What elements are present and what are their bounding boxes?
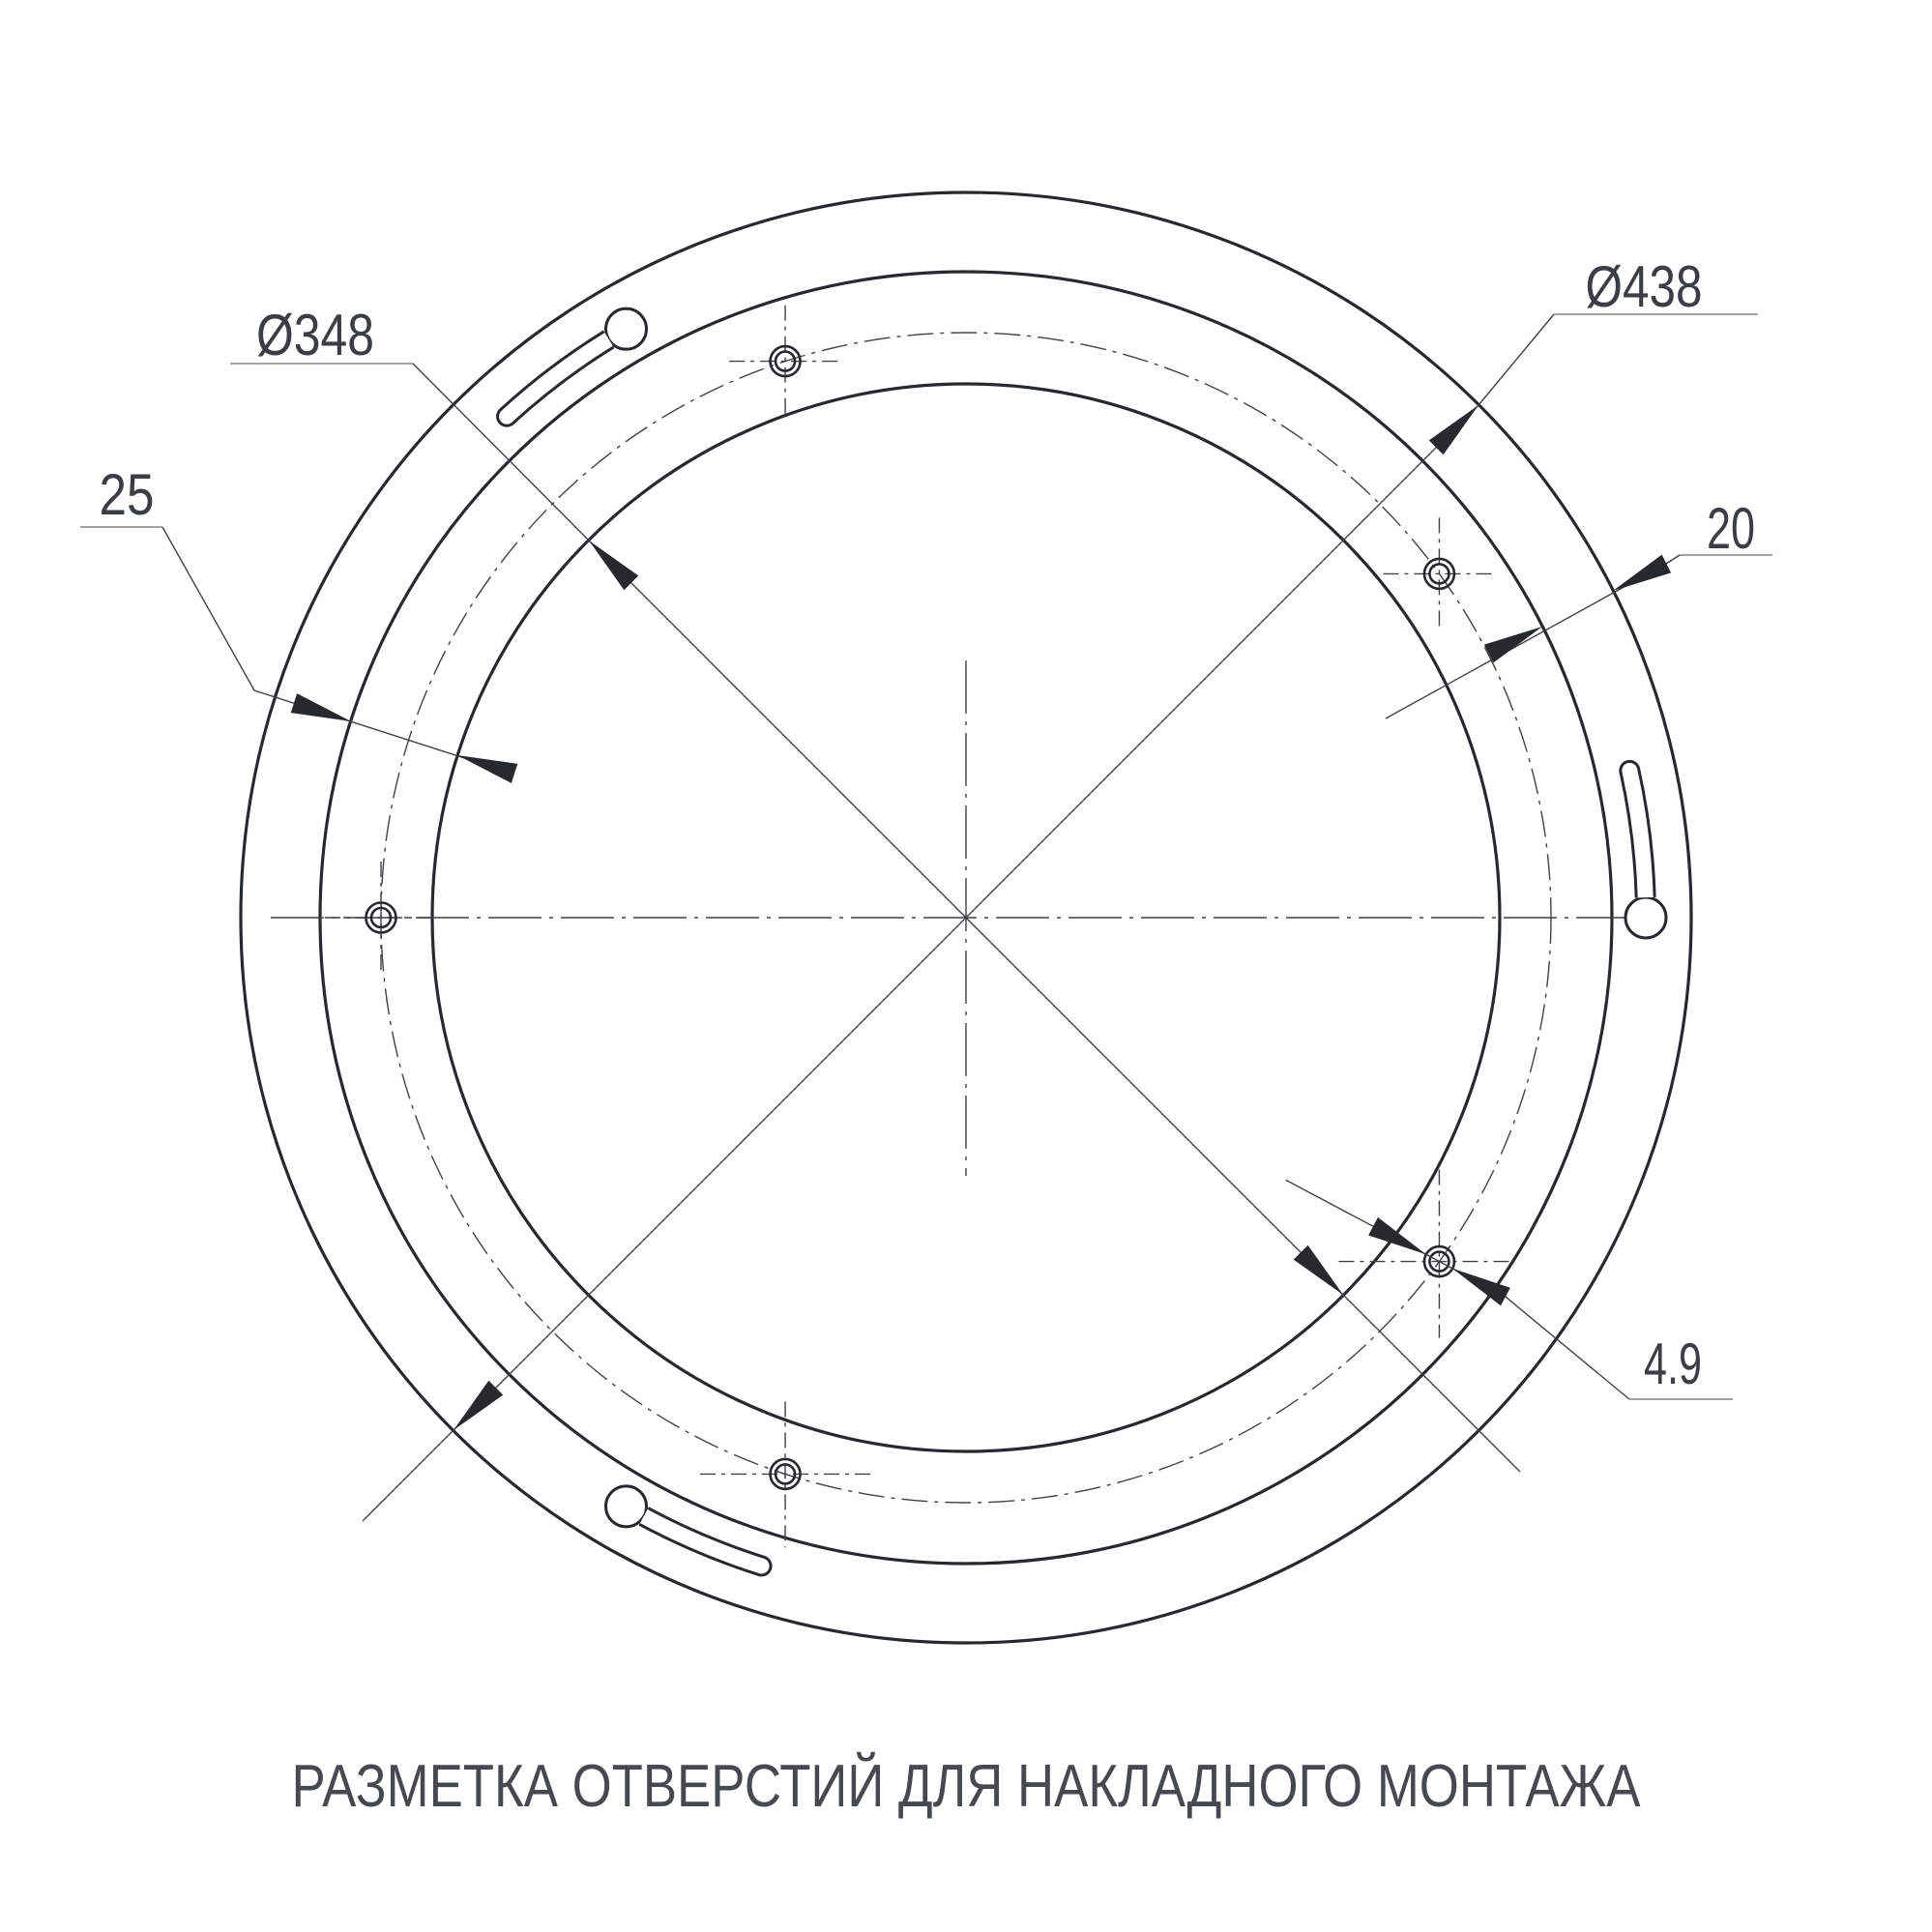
dim-label-hole-diameter: 4.9 <box>1644 1332 1702 1396</box>
dim-label-outer-ring-width: 20 <box>1707 496 1755 561</box>
slot-arm <box>498 332 614 425</box>
drawing-caption: РАЗМЕТКА ОТВЕРСТИЙ ДЛЯ НАКЛАДНОГО МОНТАЖА <box>291 1753 1877 1820</box>
dim-arrowhead <box>1294 1245 1343 1295</box>
geometry-layer <box>80 192 1772 1643</box>
dim-label-outer-diameter: Ø438 <box>1585 254 1703 319</box>
slot-arm <box>1621 761 1654 897</box>
slot-arm <box>639 1508 771 1575</box>
dim-arrowhead <box>454 1381 503 1430</box>
slot-head <box>1625 897 1666 938</box>
dim-arrowhead <box>1613 555 1671 591</box>
dim-arrowhead <box>457 755 517 783</box>
dim-arrowhead <box>1484 627 1542 662</box>
dim-arrowhead <box>1368 1217 1426 1254</box>
dim-label-inner-ring-width: 25 <box>99 462 155 527</box>
dim-label-inner-diameter: Ø348 <box>256 303 374 367</box>
dim-arrowhead <box>291 693 351 721</box>
dim-arrowhead <box>1452 1269 1510 1305</box>
dim-line <box>162 527 512 774</box>
dim-arrowhead <box>589 541 638 590</box>
slot-head <box>606 1486 647 1527</box>
slot-head <box>606 308 647 349</box>
dim-arrowhead <box>1429 405 1478 454</box>
